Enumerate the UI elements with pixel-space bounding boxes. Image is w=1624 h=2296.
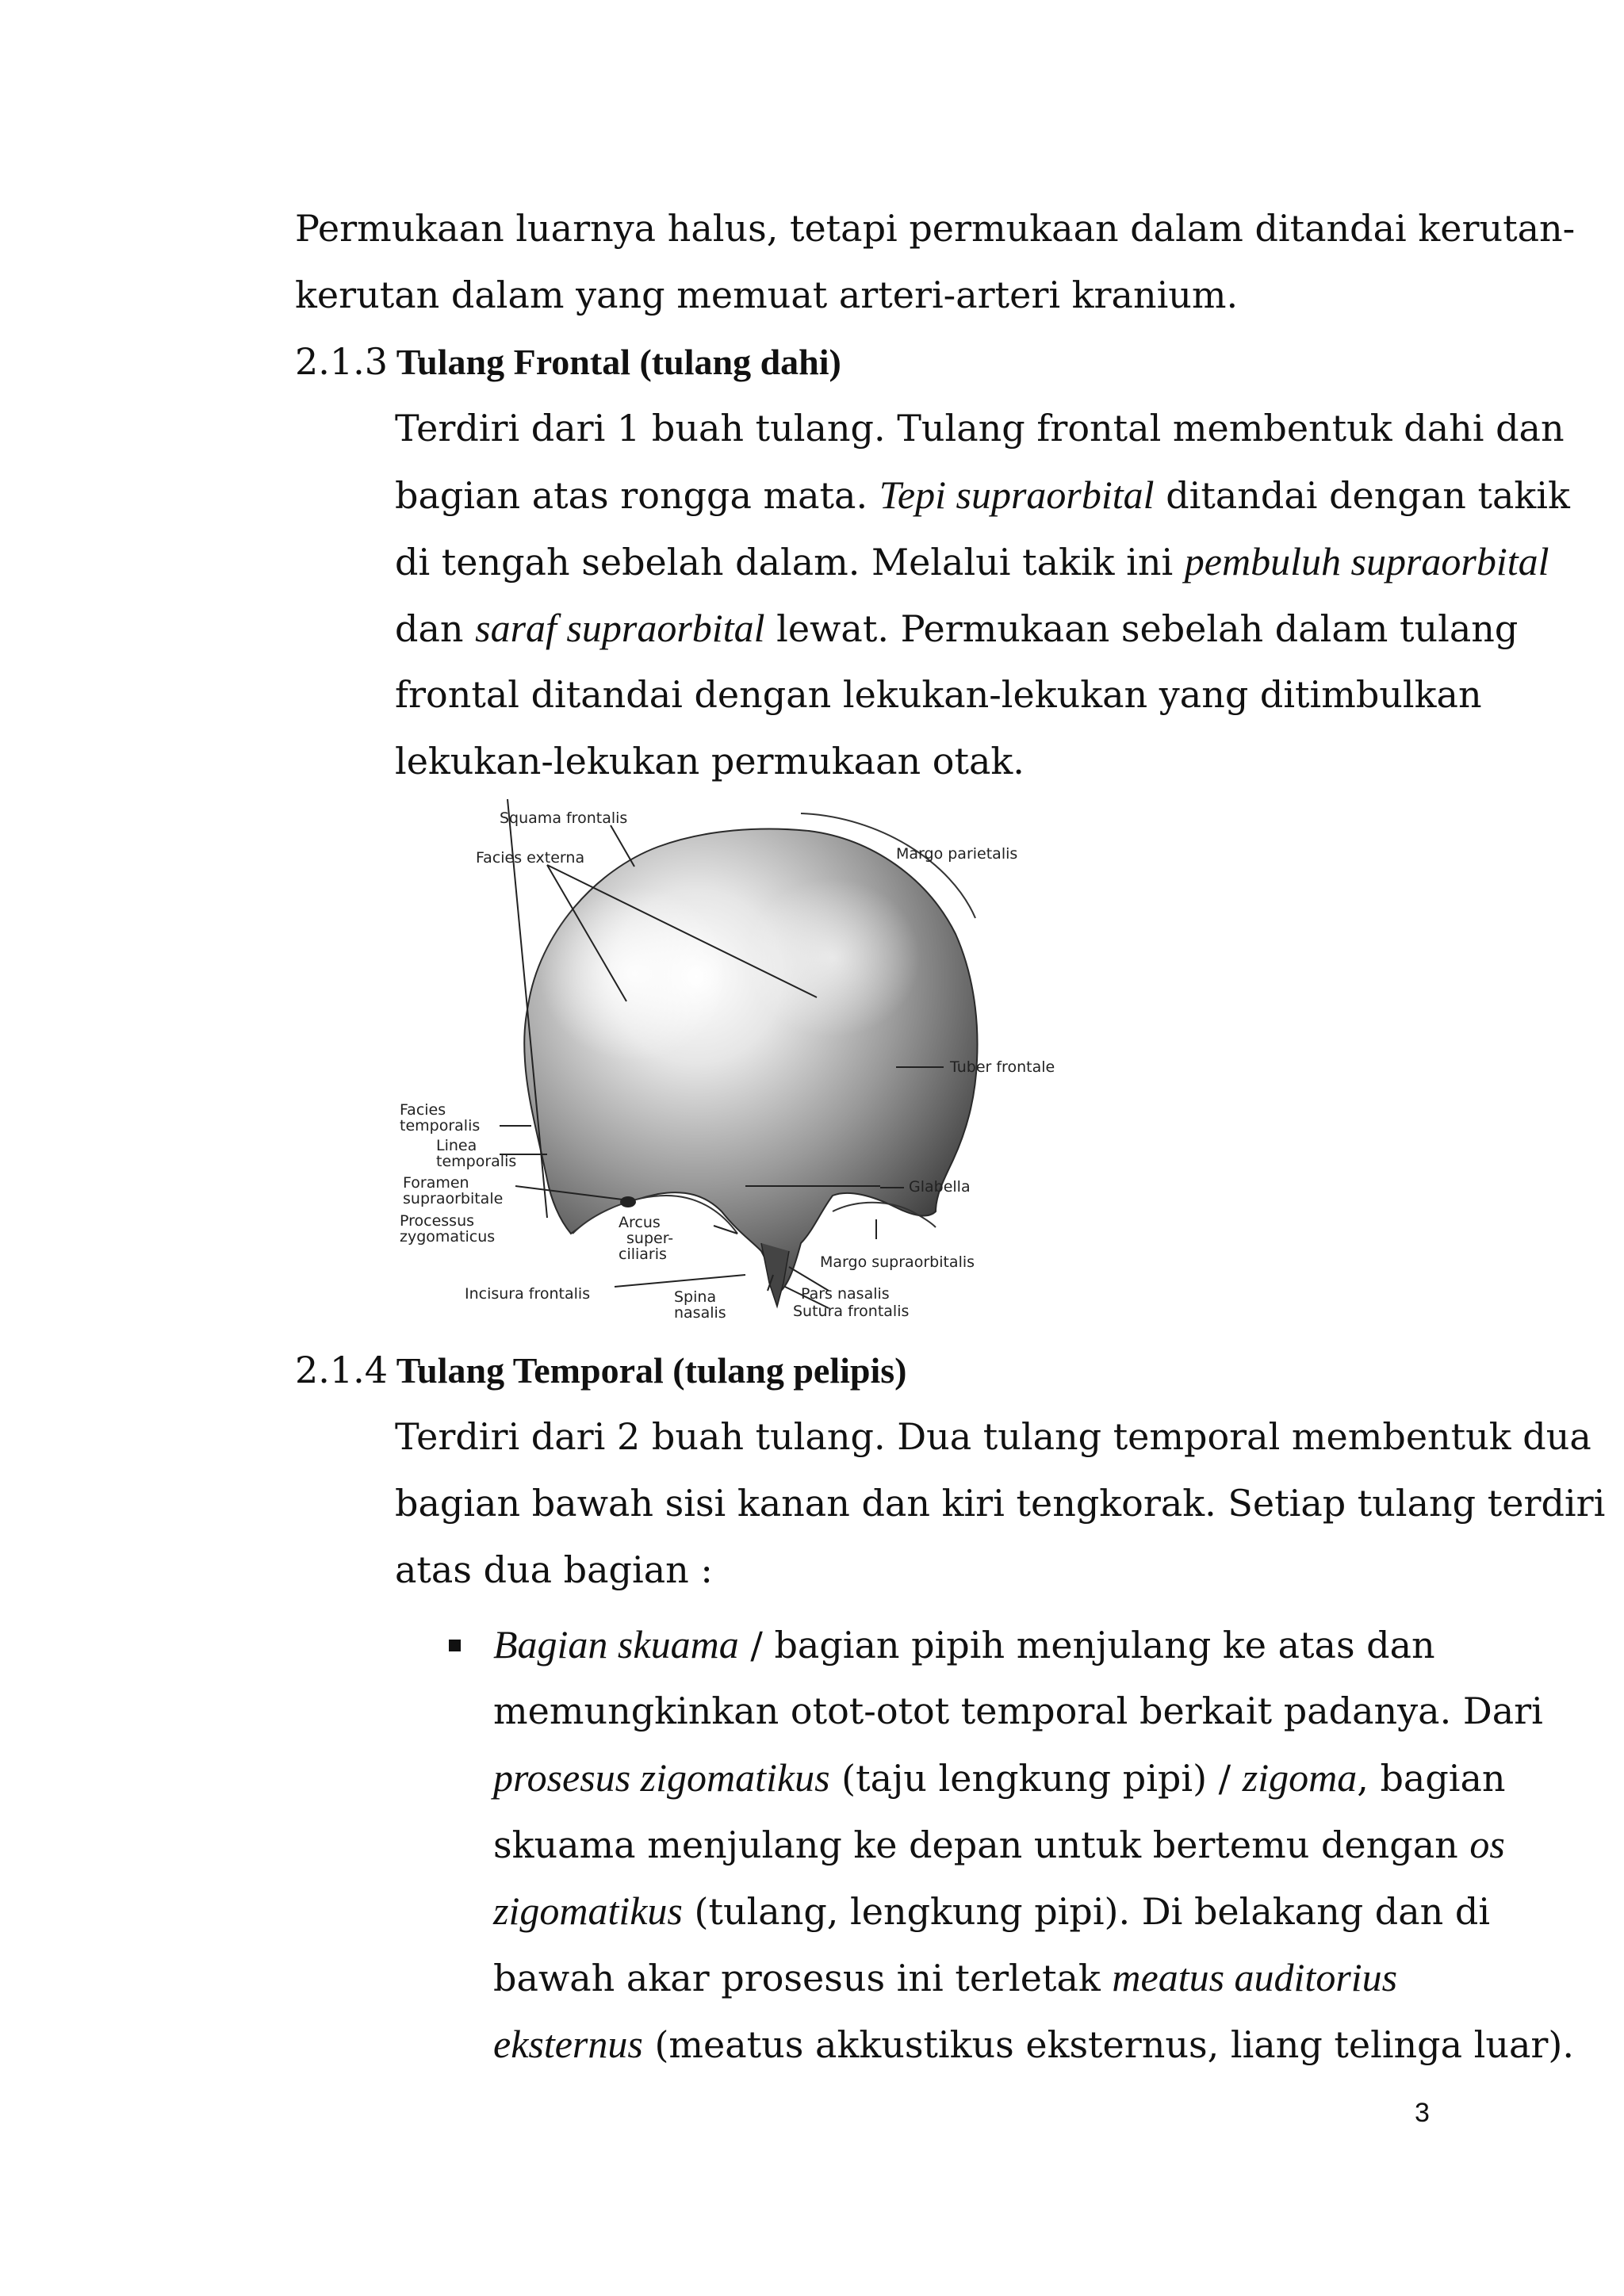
label-squama-frontalis: Squama frontalis xyxy=(500,809,628,827)
temporal-line-2 xyxy=(395,1470,1605,1536)
intro-line-1: Permukaan luarnya halus, tetapi permukaan dalam ditandai kerutan- xyxy=(295,207,1576,250)
section-title: Tulang Frontal (tulang dahi) xyxy=(396,342,841,382)
bullet-line-5 xyxy=(493,1877,1490,1945)
section-2-1-4-heading xyxy=(295,1337,907,1404)
label-facies-externa: Facies externa xyxy=(476,849,585,867)
frontal-bone-figure xyxy=(389,799,1150,1330)
label-spina-1: Spina xyxy=(674,1288,717,1306)
text-run: (tulang, lengkung pipi). Di belakang dan di xyxy=(682,1890,1491,1933)
frontal-line-6 xyxy=(395,728,1025,794)
text-run: dan xyxy=(395,607,476,650)
text-run: frontal ditandai dengan lekukan-lekukan yang ditimbulkan xyxy=(395,673,1482,716)
text-run: bagian bawah sisi kanan dan kiri tengkorak. Setiap tulang terdiri xyxy=(395,1482,1606,1525)
label-processus-2: zygomaticus xyxy=(400,1228,496,1246)
page-number: 3 xyxy=(1415,2098,1430,2128)
bullet-line-1 xyxy=(493,1611,1435,1678)
section-2-1-3-heading xyxy=(295,328,841,396)
label-foramen-1: Foramen xyxy=(403,1174,469,1192)
text-run: Terdiri dari 2 buah tulang. Dua tulang temporal membentuk dua xyxy=(395,1415,1591,1458)
text-run: Terdiri dari 1 buah tulang. Tulang frontal membentuk dahi dan xyxy=(395,407,1565,450)
italic-term: zigomatikus xyxy=(493,1888,683,1933)
italic-term: meatus auditorius xyxy=(1112,1955,1398,1999)
text-run: , bagian xyxy=(1357,1757,1506,1800)
text-run: memungkinkan otot-otot temporal berkait padanya. Dari xyxy=(493,1689,1543,1732)
bullet-line-7 xyxy=(493,2011,1574,2078)
label-arcus-3: ciliaris xyxy=(619,1246,667,1263)
highlight-left xyxy=(539,886,730,1061)
label-facies-temporalis-2: temporalis xyxy=(400,1117,481,1135)
foramen-supraorbitale xyxy=(620,1196,636,1207)
text-run: di tengah sebelah dalam. Melalui takik ini xyxy=(395,541,1185,584)
label-sutura-frontalis: Sutura frontalis xyxy=(793,1303,910,1320)
italic-term: os xyxy=(1469,1822,1505,1866)
italic-term: saraf supraorbital xyxy=(475,606,765,650)
label-processus-1: Processus xyxy=(400,1212,475,1230)
bullet-line-4 xyxy=(493,1811,1505,1878)
section-number: 2.1.3 xyxy=(295,340,389,383)
text-run: bagian atas rongga mata. xyxy=(395,474,879,517)
italic-term: Tepi supraorbital xyxy=(879,473,1155,517)
section-number: 2.1.4 xyxy=(295,1349,389,1391)
temporal-line-3 xyxy=(395,1536,713,1603)
temporal-line-1 xyxy=(395,1403,1591,1470)
label-margo-supraorbitalis: Margo supraorbitalis xyxy=(820,1253,975,1271)
frontal-bone-illustration xyxy=(389,799,1150,1330)
label-tuber-frontale: Tuber frontale xyxy=(950,1058,1055,1076)
label-spina-2: nasalis xyxy=(674,1304,726,1322)
label-arcus-1: Arcus xyxy=(619,1214,661,1231)
italic-term: eksternus xyxy=(493,2022,643,2066)
text-run: (meatus akkustikus eksternus, liang telinga luar). xyxy=(642,2023,1574,2066)
italic-term: pembuluh supraorbital xyxy=(1184,539,1549,584)
bullet-line-6 xyxy=(493,1944,1397,2011)
text-run: skuama menjulang ke depan untuk bertemu dengan xyxy=(493,1823,1470,1866)
nasal-spine xyxy=(761,1243,789,1307)
text-run: bawah akar prosesus ini terletak xyxy=(493,1957,1113,1999)
text-run: / bagian pipih menjulang ke atas dan xyxy=(738,1624,1435,1667)
text-run: (taju lengkung pipi) / xyxy=(829,1757,1243,1800)
italic-term: Bagian skuama xyxy=(493,1622,739,1667)
label-glabella: Glabella xyxy=(909,1178,971,1196)
label-linea-temporalis-1: Linea xyxy=(436,1137,477,1154)
italic-term: zigoma xyxy=(1242,1755,1358,1800)
italic-term: prosesus zigomatikus xyxy=(493,1755,830,1800)
text-run: ditandai dengan takik xyxy=(1154,474,1570,517)
highlight-right xyxy=(745,878,920,1037)
label-facies-temporalis-1: Facies xyxy=(400,1101,446,1119)
frontal-line-1 xyxy=(395,395,1565,461)
section-title: Tulang Temporal (tulang pelipis) xyxy=(396,1350,907,1391)
label-arcus-2: super- xyxy=(626,1230,674,1247)
frontal-line-5 xyxy=(395,661,1482,728)
label-pars-nasalis: Pars nasalis xyxy=(801,1285,890,1303)
intro-line-2: kerutan dalam yang memuat arteri-arteri kranium. xyxy=(295,274,1239,316)
bullet-line-3 xyxy=(493,1744,1506,1812)
label-margo-parietalis: Margo parietalis xyxy=(896,845,1018,863)
bullet-line-2 xyxy=(493,1678,1543,1744)
frontal-line-2 xyxy=(395,461,1570,529)
text-run: lekukan-lekukan permukaan otak. xyxy=(395,740,1025,783)
label-linea-temporalis-2: temporalis xyxy=(436,1153,517,1170)
label-foramen-2: supraorbitale xyxy=(403,1190,504,1207)
frontal-line-4 xyxy=(395,595,1518,662)
text-run: atas dua bagian : xyxy=(395,1548,713,1591)
text-run: lewat. Permukaan sebelah dalam tulang xyxy=(764,607,1519,650)
frontal-line-3 xyxy=(395,528,1549,595)
label-incisura-frontalis: Incisura frontalis xyxy=(465,1285,591,1303)
square-bullet-icon xyxy=(449,1640,461,1651)
